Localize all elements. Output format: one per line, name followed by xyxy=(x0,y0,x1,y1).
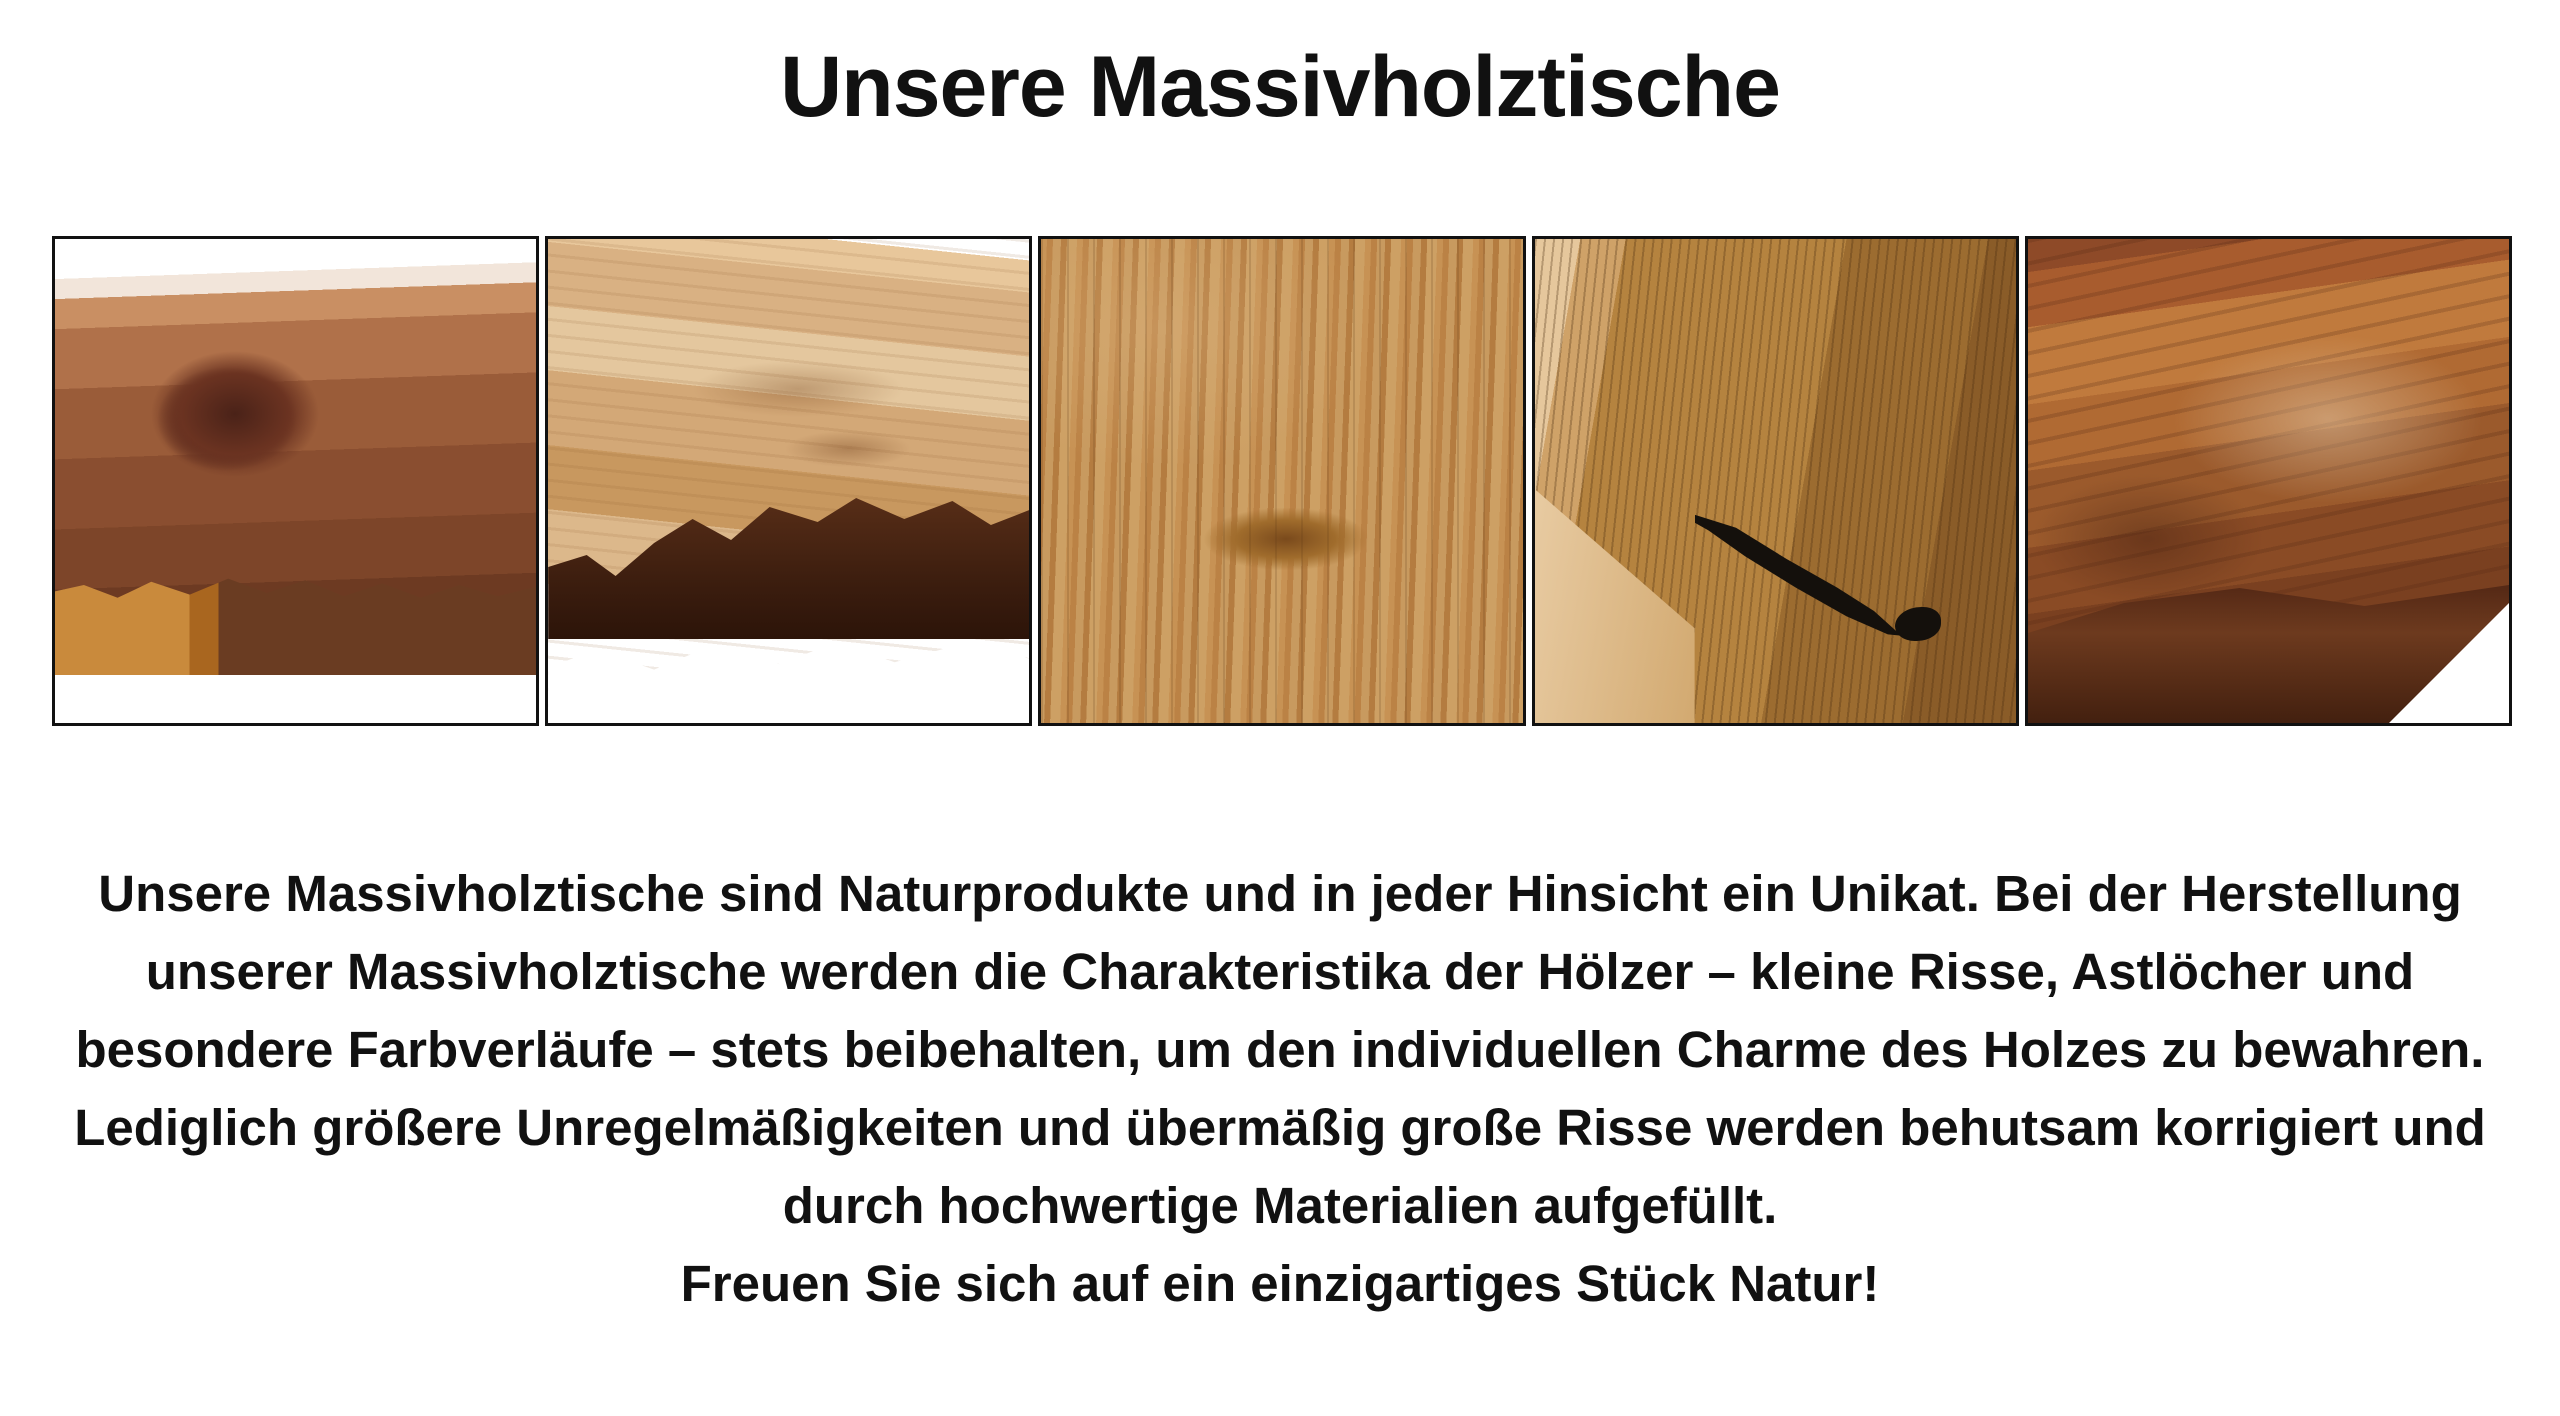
image-background-strip xyxy=(55,675,536,723)
thumb-teak-grain-knot xyxy=(1038,236,1525,726)
description-text xyxy=(0,855,2560,1323)
wood-grain-overlay xyxy=(1041,239,1522,723)
filled-crack-end xyxy=(1895,607,1941,641)
thumb-plank-edge-filled-crack xyxy=(1532,236,2019,726)
description-paragraph-2: Freuen Sie sich auf ein einzigartiges Stück Natur! xyxy=(680,1255,1880,1312)
thumb-rosewood-slab-with-dark-knot xyxy=(52,236,539,726)
page-title: Unsere Massivholztische xyxy=(780,39,1780,135)
thumb-acacia-slab-live-edge xyxy=(545,236,1032,726)
wood-image-gallery xyxy=(52,236,2512,486)
description-paragraph-1: Unsere Massivholztische sind Naturprodukte und in jeder Hinsicht ein Unikat. Bei der Herstellung unserer Massivholztische werden die Charakteristika der Hölzer – kleine Risse, Astlöcher und besondere Farbverläufe – stets beibehalten, um den individuellen Charme des Holzes zu bewahren. Lediglich größere Unregelmäßigkeiten und übermäßig große Risse werden behutsam korrigiert und durch hochwertige Materialien aufgefüllt. xyxy=(74,865,2486,1234)
thumb-sheesham-slab-corner xyxy=(2025,236,2512,726)
